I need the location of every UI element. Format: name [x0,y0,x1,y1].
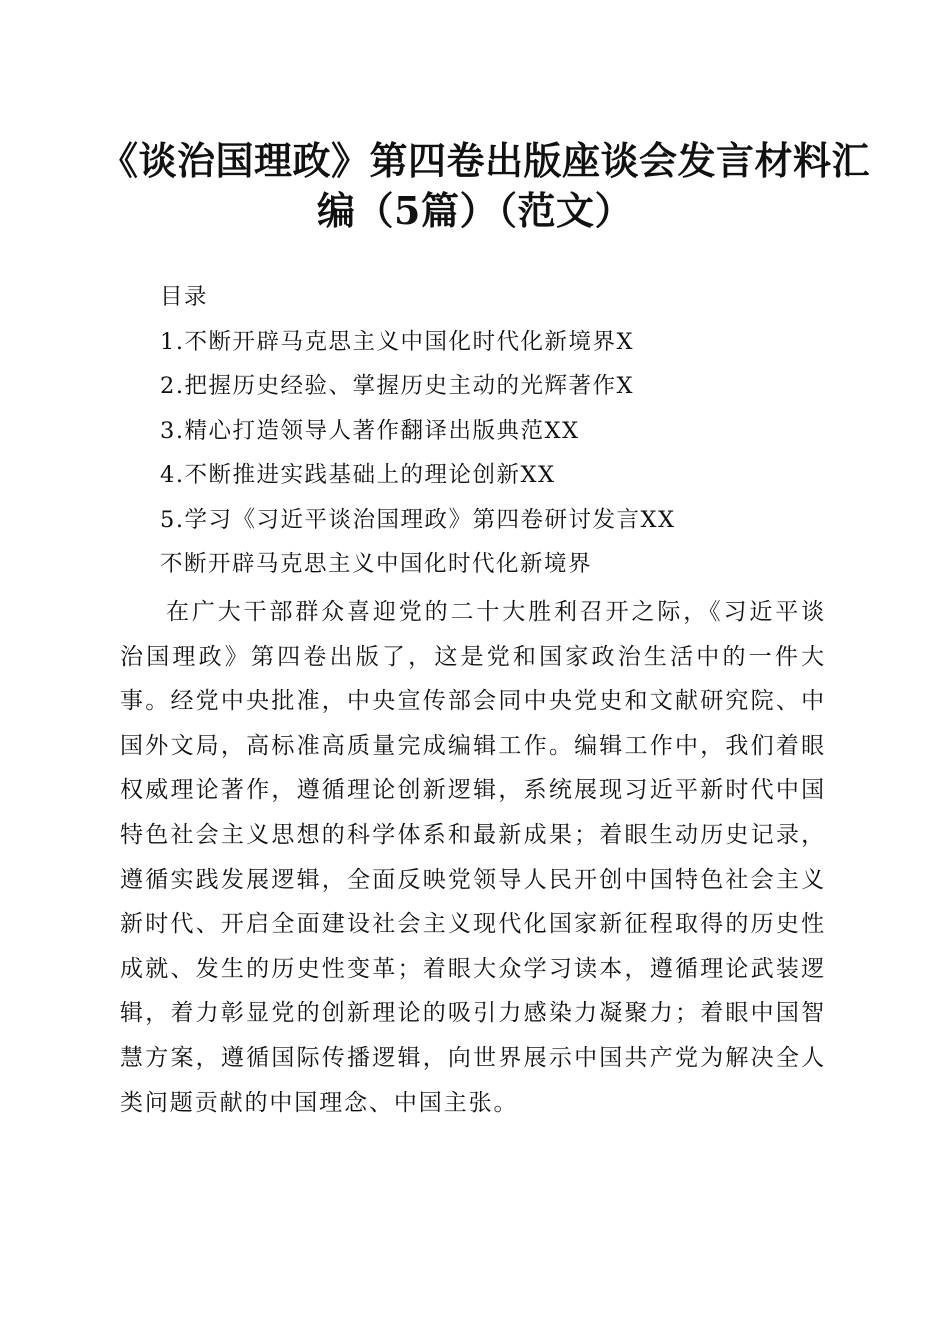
toc-item: 2.把握历史经验、掌握历史主动的光辉著作X [160,373,634,399]
section-heading: 不断开辟马克思主义中国化时代化新境界 [160,551,593,577]
body-paragraph: 在广大干部群众喜迎党的二十大胜利召开之际，《习近平谈治国理政》第四卷出版了，这是党和国家政治生活中的一件大事。经党中央批准，中央宣传部会同中央党史和文献研究院、中国外文局，高标准高质量完成编辑工作。编辑工作中，我们着眼权威理论著作，遵循理论创新逻辑，系统展现习近平新时代中国特色社会主义思想的科学体系和最新成果；着眼生动历史记录，遵循实践发展逻辑，全面反映党领导人民开创中国特色社会主义新时代、开启全面建设社会主义现代化国家新征程取得的历史性成就、发生的历史性变革；着眼大众学习读本，遵循理论武装逻辑，着力彰显党的创新理论的吸引力感染力凝聚力；着眼中国智慧方案，遵循国际传播逻辑，向世界展示中国共产党为解决全人类问题贡献的中国理念、中国主张。 [120,599,826,1116]
toc-heading: 目录 [160,284,209,310]
toc-item: 1.不断开辟马克思主义中国化时代化新境界X [160,329,634,355]
toc-item: 4.不断推进实践基础上的理论创新XX [160,462,556,488]
toc-item: 3.精心打造领导人著作翻译出版典范XX [160,418,580,444]
document-title-line-2: 编（5篇）（范文） [317,188,633,233]
toc-item: 5.学习《习近平谈治国理政》第四卷研讨发言XX [160,507,676,533]
document-title-line-1: 《谈治国理政》第四卷出版座谈会发言材料汇 [100,138,871,183]
